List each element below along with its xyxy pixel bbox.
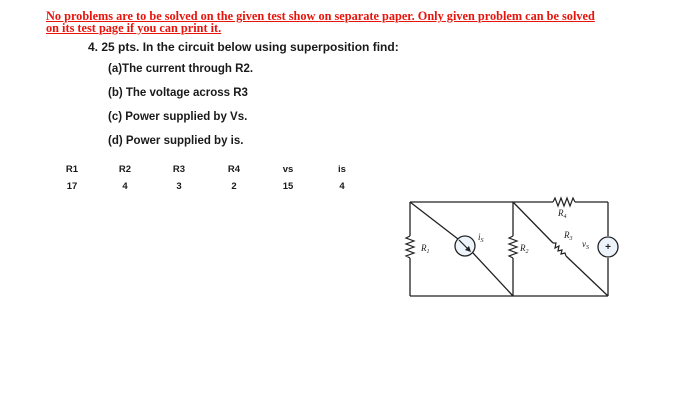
question-part-b: (b) The voltage across R3 <box>108 87 248 99</box>
current-source-is-symbol <box>455 236 475 256</box>
table-value-is: 4 <box>339 181 345 192</box>
table-value-r1: 17 <box>66 181 78 192</box>
label-r2: $R_2$ <box>520 243 529 255</box>
resistor-r2-symbol <box>509 236 517 258</box>
label-vs: $v_S$ <box>582 239 589 251</box>
table-value-r2: 4 <box>122 181 128 192</box>
table-value-r4: 2 <box>231 181 237 192</box>
table-value-r3: 3 <box>176 181 182 192</box>
question-part-c: (c) Power supplied by Vs. <box>108 111 248 123</box>
resistor-r3-symbol <box>553 243 566 256</box>
label-r4: $R_4$ <box>558 208 567 220</box>
table-value-vs: 15 <box>282 181 294 192</box>
warning-line-2: on its test page if you can print it. <box>46 21 222 35</box>
table-header-vs: vs <box>282 164 294 175</box>
question-part-a: (a)The current through R2. <box>108 63 254 75</box>
resistor-r4-symbol <box>553 198 575 206</box>
wire-diag-left-lower <box>473 253 513 296</box>
table-header-r1: R1 <box>65 164 79 175</box>
wire-diag-left-upper <box>410 202 458 239</box>
wire-diag-right-lower <box>566 256 608 296</box>
wire-diag-right-upper <box>513 202 553 243</box>
question-part-d: (d) Power supplied by is. <box>108 135 244 147</box>
table-header-r3: R3 <box>172 164 186 175</box>
label-r1: $R_1$ <box>421 243 430 255</box>
table-header-r2: R2 <box>118 164 132 175</box>
label-r3: $R_3$ <box>564 230 573 242</box>
label-is: $i_S$ <box>478 232 484 244</box>
question-title: 4. 25 pts. In the circuit below using superposition find: <box>88 40 399 54</box>
resistor-r1-symbol <box>406 236 414 258</box>
table-header-r4: R4 <box>227 164 241 175</box>
vs-plus-sign: + <box>605 242 611 253</box>
table-header-is: is <box>338 164 346 175</box>
warning-line-1: No problems are to be solved on the given test show on separate paper. Only given problem can be solved <box>46 9 595 23</box>
